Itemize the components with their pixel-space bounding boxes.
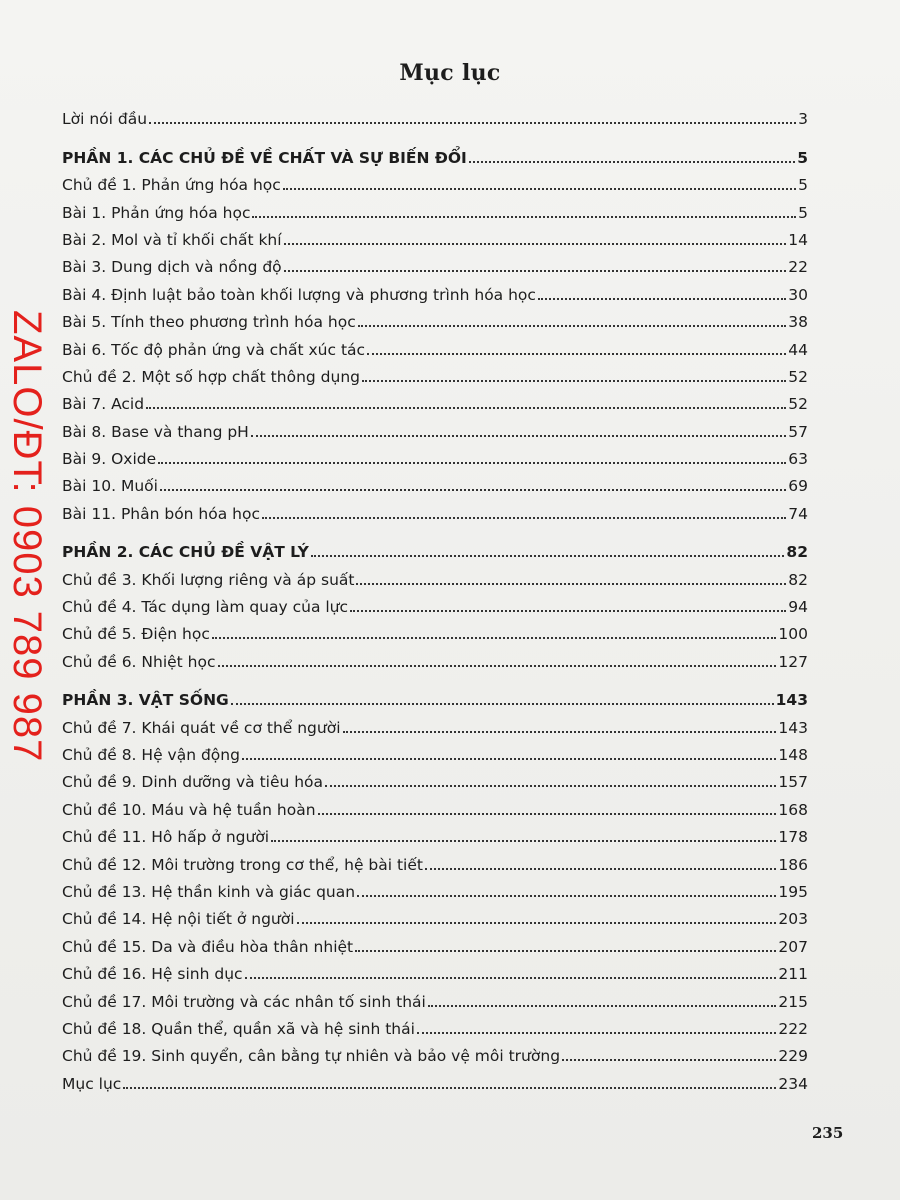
toc-entry-page: 94 — [788, 598, 808, 617]
toc-entry-label: Chủ đề 9. Dinh dưỡng và tiêu hóa — [62, 773, 324, 792]
toc-entry-label: PHẦN 3. VẬT SỐNG — [62, 691, 229, 710]
toc-entry-label: Chủ đề 6. Nhiệt học — [62, 652, 216, 671]
toc-entry-page: 100 — [778, 625, 808, 644]
dot-leader — [538, 298, 786, 300]
page-title: Mục lục — [399, 60, 501, 86]
dot-leader — [146, 407, 786, 409]
toc-entry-page: 215 — [778, 992, 808, 1011]
toc-entry-label: Chủ đề 7. Khái quát về cơ thể người — [62, 718, 341, 737]
toc-entry — [62, 307, 808, 334]
toc-entry-page: 229 — [778, 1047, 808, 1066]
toc-entry-label: Bài 7. Acid — [62, 395, 145, 414]
toc-entry — [62, 794, 808, 821]
toc-entry-label: Chủ đề 15. Da và điều hòa thân nhiệt — [62, 937, 354, 956]
dot-leader — [428, 1005, 777, 1007]
toc-entry-label: Chủ đề 16. Hệ sinh dục — [62, 965, 243, 984]
toc-entry — [62, 279, 808, 306]
toc-entry — [62, 471, 808, 498]
toc-entry-label: PHẦN 1. CÁC CHỦ ĐỀ VỀ CHẤT VÀ SỰ BIẾN ĐỔI — [62, 148, 467, 167]
toc-entry-label: Bài 8. Base và thang pH — [62, 422, 249, 441]
dot-leader — [160, 489, 786, 491]
dot-leader — [212, 637, 777, 639]
toc-entry-page: 203 — [778, 910, 808, 929]
toc-entry-page: 44 — [788, 340, 808, 359]
toc-entry-label: Chủ đề 14. Hệ nội tiết ở người — [62, 910, 295, 929]
toc-entry-label: Chủ đề 5. Điện học — [62, 625, 210, 644]
toc-entry-page: 22 — [788, 258, 808, 277]
toc-entry-page: 143 — [775, 691, 808, 710]
toc-entry — [62, 767, 808, 794]
toc-entry-page: 222 — [778, 1019, 808, 1038]
dot-leader — [311, 555, 785, 557]
table-of-contents — [62, 104, 808, 1096]
dot-leader — [417, 1032, 777, 1034]
toc-entry — [62, 252, 808, 279]
toc-entry — [62, 959, 808, 986]
toc-entry-page: 178 — [778, 828, 808, 847]
toc-entry-page: 57 — [788, 422, 808, 441]
toc-entry-page: 82 — [788, 570, 808, 589]
toc-entry-page: 5 — [798, 176, 808, 195]
toc-entry — [62, 712, 808, 739]
toc-entry-page: 30 — [788, 285, 808, 304]
dot-leader — [358, 325, 787, 327]
toc-entry — [62, 104, 808, 131]
toc-entry-label: Mục lục — [62, 1074, 122, 1093]
toc-entry — [62, 170, 808, 197]
dot-leader — [362, 380, 786, 382]
toc-entry — [62, 592, 808, 619]
toc-entry-label: Chủ đề 8. Hệ vận động — [62, 745, 240, 764]
toc-entry — [62, 849, 808, 876]
toc-entry-label: Bài 1. Phản ứng hóa học — [62, 203, 251, 222]
dot-leader — [283, 188, 796, 190]
toc-entry — [62, 498, 808, 525]
dot-leader — [158, 462, 786, 464]
toc-entry-label: Chủ đề 17. Môi trường và các nhân tố sinh thái — [62, 992, 426, 1011]
toc-entry-label: Chủ đề 1. Phản ứng hóa học — [62, 176, 281, 195]
toc-entry — [62, 1014, 808, 1041]
dot-leader — [356, 583, 786, 585]
dot-leader — [318, 813, 777, 815]
toc-entry — [62, 444, 808, 471]
toc-entry-label: Chủ đề 19. Sinh quyển, cân bằng tự nhiên và bảo vệ môi trường — [62, 1047, 561, 1066]
toc-entry-page: 195 — [778, 882, 808, 901]
dot-leader — [297, 922, 777, 924]
toc-entry-page: 3 — [798, 110, 808, 129]
toc-entry — [62, 931, 808, 958]
dot-leader — [343, 731, 777, 733]
toc-entry-page: 14 — [788, 230, 808, 249]
dot-leader — [469, 161, 795, 163]
toc-entry-label: Chủ đề 12. Môi trường trong cơ thể, hệ bài tiết — [62, 855, 423, 874]
toc-entry-page: 5 — [798, 203, 808, 222]
dot-leader — [325, 785, 776, 787]
toc-entry — [62, 416, 808, 443]
toc-entry — [62, 197, 808, 224]
toc-entry-label: PHẦN 2. CÁC CHỦ ĐỀ VẬT LÝ — [62, 543, 309, 562]
toc-entry-page: 186 — [778, 855, 808, 874]
toc-entry-page: 5 — [797, 148, 808, 167]
dot-leader — [425, 868, 776, 870]
toc-entry-label: Bài 2. Mol và tỉ khối chất khí — [62, 230, 282, 249]
toc-entry-label: Bài 9. Oxide — [62, 450, 157, 469]
dot-leader — [242, 758, 776, 760]
watermark-text: ZALO/ĐT: 0903 789 987 — [5, 310, 49, 763]
dot-leader — [350, 610, 786, 612]
dot-leader — [252, 216, 796, 218]
toc-entry — [62, 986, 808, 1013]
dot-leader — [367, 353, 786, 355]
toc-entry — [62, 740, 808, 767]
toc-part-heading — [62, 537, 808, 564]
toc-entry-label: Chủ đề 13. Hệ thần kinh và giác quan — [62, 882, 356, 901]
toc-entry — [62, 225, 808, 252]
toc-entry — [62, 1041, 808, 1068]
toc-entry-page: 38 — [788, 313, 808, 332]
toc-entry-page: 127 — [778, 652, 808, 671]
toc-entry-label: Bài 6. Tốc độ phản ứng và chất xúc tác — [62, 340, 366, 359]
toc-entry-page: 82 — [786, 543, 808, 562]
toc-entry-page: 143 — [778, 718, 808, 737]
dot-leader — [149, 122, 796, 124]
toc-entry — [62, 389, 808, 416]
dot-leader — [357, 895, 776, 897]
toc-entry-label: Chủ đề 4. Tác dụng làm quay của lực — [62, 598, 349, 617]
toc-entry-label: Chủ đề 2. Một số hợp chất thông dụng — [62, 367, 360, 386]
dot-leader — [271, 840, 776, 842]
toc-entry-label: Bài 11. Phân bón hóa học — [62, 504, 260, 523]
toc-entry-label: Bài 5. Tính theo phương trình hóa học — [62, 313, 356, 332]
page-number: 235 — [812, 1124, 844, 1142]
toc-entry-label: Chủ đề 11. Hô hấp ở người — [62, 828, 270, 847]
toc-entry-label: Bài 3. Dung dịch và nồng độ — [62, 258, 282, 277]
dot-leader — [562, 1059, 776, 1061]
toc-entry — [62, 646, 808, 673]
toc-entry-page: 211 — [778, 965, 808, 984]
toc-entry-label: Bài 4. Định luật bảo toàn khối lượng và phương trình hóa học — [62, 285, 536, 304]
dot-leader — [355, 950, 776, 952]
toc-entry — [62, 822, 808, 849]
toc-entry — [62, 564, 808, 591]
toc-entry-label: Bài 10. Muối — [62, 477, 158, 496]
toc-entry-label: Chủ đề 18. Quần thể, quần xã và hệ sinh thái — [62, 1019, 415, 1038]
dot-leader — [123, 1087, 776, 1089]
dot-leader — [231, 703, 774, 705]
toc-part-heading — [62, 685, 808, 712]
toc-entry-page: 69 — [788, 477, 808, 496]
dot-leader — [251, 435, 786, 437]
toc-entry — [62, 1068, 808, 1095]
toc-entry-page: 148 — [778, 745, 808, 764]
dot-leader — [218, 665, 777, 667]
toc-entry — [62, 619, 808, 646]
toc-entry-page: 52 — [788, 395, 808, 414]
contact-watermark — [4, 310, 54, 890]
toc-entry-page: 63 — [788, 450, 808, 469]
toc-entry-page: 234 — [778, 1074, 808, 1093]
toc-entry — [62, 877, 808, 904]
toc-entry-page: 207 — [778, 937, 808, 956]
dot-leader — [284, 243, 787, 245]
toc-entry-label: Chủ đề 10. Máu và hệ tuần hoàn — [62, 800, 316, 819]
dot-leader — [245, 977, 777, 979]
toc-entry-page: 157 — [778, 773, 808, 792]
toc-entry-page: 168 — [778, 800, 808, 819]
toc-part-heading — [62, 142, 808, 169]
toc-entry — [62, 362, 808, 389]
toc-entry-page: 74 — [788, 504, 808, 523]
toc-entry — [62, 904, 808, 931]
dot-leader — [262, 517, 786, 519]
dot-leader — [284, 270, 787, 272]
toc-entry — [62, 334, 808, 361]
toc-entry-page: 52 — [788, 367, 808, 386]
toc-entry-label: Lời nói đầu — [62, 110, 148, 129]
toc-entry-label: Chủ đề 3. Khối lượng riêng và áp suất — [62, 570, 355, 589]
